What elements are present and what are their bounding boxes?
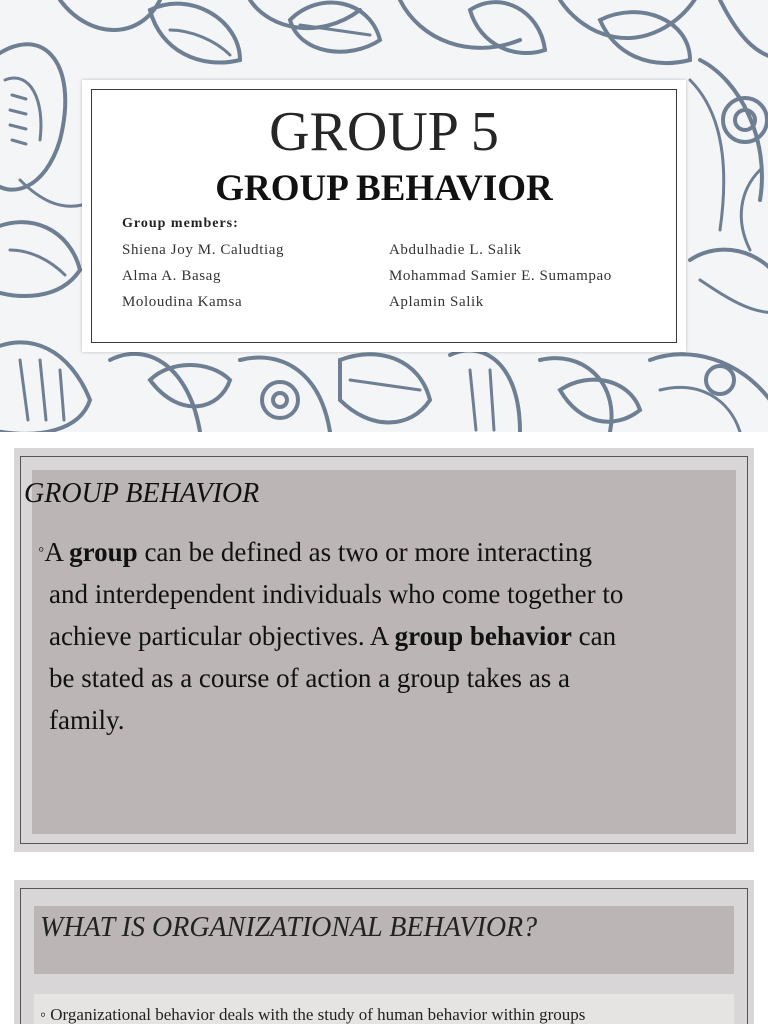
slide-title: GROUP 5	[269, 101, 499, 163]
body-text	[40, 1005, 585, 1024]
member-name: Abdulhadie L. Salik	[389, 242, 522, 258]
paragraph-line	[38, 615, 738, 657]
text-run: A	[44, 537, 70, 567]
bold-term: group behavior	[394, 621, 572, 651]
slide-heading: GROUP BEHAVIOR	[24, 478, 260, 509]
member-name: Shiena Joy M. Caludtiag	[122, 242, 285, 258]
text-run: can be defined as two or more interacting	[137, 537, 593, 567]
title-card-border	[91, 89, 677, 343]
member-name: Moloudina Kamsa	[122, 294, 243, 310]
paragraph-line: family.	[49, 705, 125, 735]
member-name: Aplamin Salik	[389, 294, 484, 310]
slide-heading: WHAT IS ORGANIZATIONAL BEHAVIOR?	[40, 912, 538, 943]
definition-paragraph	[38, 528, 738, 741]
bullet-marker: ◦	[40, 1005, 47, 1024]
organizational-behavior-slide	[14, 880, 754, 1024]
text-run: achieve particular objectives. A	[49, 621, 395, 651]
text-run: Organizational behavior deals with the study of human behavior within groups	[50, 1005, 586, 1024]
title-card	[82, 80, 686, 352]
text-run: can	[571, 621, 617, 651]
paragraph-line	[38, 528, 738, 573]
paragraph-line: be stated as a course of action a group takes as a	[49, 663, 571, 693]
bullet-marker: ◦	[38, 539, 45, 559]
member-name: Mohammad Samier E. Sumampao	[389, 268, 612, 284]
slide-subtitle: GROUP BEHAVIOR	[215, 168, 553, 209]
member-name: Alma A. Basag	[122, 268, 222, 284]
bold-term: group	[69, 537, 138, 567]
title-slide	[0, 0, 768, 432]
members-heading: Group members:	[122, 216, 239, 231]
paragraph-line: and interdependent individuals who come together to	[49, 579, 624, 609]
